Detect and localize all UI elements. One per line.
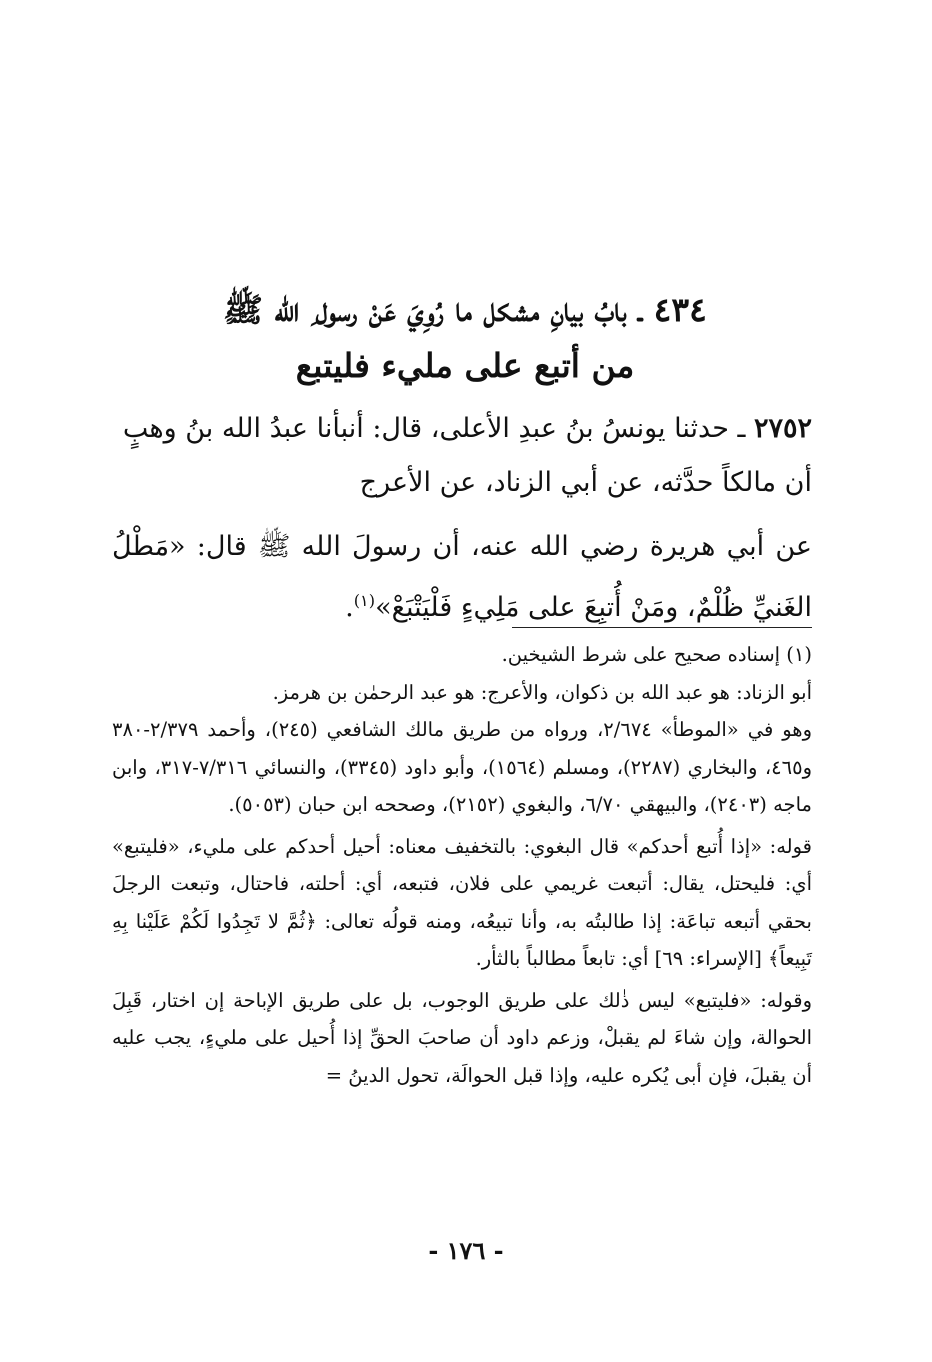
isnad-second-line: أن مالكاً حدَّثه، عن أبي الزناد، عن الأعرج: [359, 467, 812, 498]
hadith-isnad: [112, 402, 812, 510]
footnote-sources: وهو في «الموطأ» ٢/٦٧٤، ورواه من طريق مالك الشافعي (٢٤٥)، وأحمد ٢/٣٧٩-٣٨٠ و٤٦٥، والبخاري (٢٢٨٧)، ومسلم (١٥٦٤)، وأبو داود (٣٣٤٥)، والنسائي ٧/٣١٦-٣١٧، وابن ماجه (٢٤٠٣)، والبيهقي ٦/٧٠، والبغوي (٢١٥٢)، وصححه ابن حبان (٥٠٥٣).: [112, 718, 812, 816]
matn-end: .: [345, 592, 354, 623]
hadith-matn: [112, 520, 812, 635]
chapter-heading-line-2: من أتبع على مليء فليتبع: [295, 346, 635, 385]
footnote-explanation-1: قوله: «إذا أُتبع أحدكم» قال البغوي: بالتخفيف معناه: أحيل أحدكم على مليء، «فليتبع» أي: فليحتل، يقال: أتبعت غريمي على فلان، فتبعه، أي: أحلته، فاحتال، وتبعت الرجلَ بحقي أتبعه تباعَة: إذا طالبتُه به، وأنا تبيعُه، ومنه قولُه تعالى: ﴿ثُمَّ لا تَجِدُوا لَكُمْ عَلَيْنا بِهِ تَبِيعاً﴾ [الإسراء: ٦٩] أي: تابعاً مطالباً بالثأر.: [112, 834, 812, 970]
footnote-separator: [512, 627, 812, 628]
footnote-narrators: أبو الزناد: هو عبد الله بن ذكوان، والأعرج: هو عبد الرحمٰن بن هرمز.: [272, 680, 812, 704]
hadith-number: ٢٧٥٢: [753, 413, 812, 444]
isnad-first-text: ـ حدثنا يونسُ بنُ عبدِ الأعلى، قال: أنبأنا عبدُ الله بنُ وهبٍ: [122, 413, 746, 444]
isnad-first-line: [123, 413, 812, 444]
page-number: - ١٧٦ -: [428, 1236, 504, 1265]
chapter-heading-line-1: ٤٣٤ ـ بابُ بيانِ مشكل ما رُوِيَ عَنْ رسول ِ الله ﷺ: [223, 290, 707, 329]
footnotes: [112, 636, 812, 1094]
matn-text: عن أبي هريرة رضي الله عنه، أن رسولَ الله ﷺ قال: «مَطْلُ الغَنيِّ ظُلْمٌ، ومَنْ أُتبِعَ على مَلِيءٍ فَلْيَتْبَعْ»: [112, 531, 812, 623]
footnote-1: (١) إسناده صحيح على شرط الشيخين.: [501, 643, 812, 666]
chapter-heading: [100, 282, 830, 394]
hadith-text: [112, 402, 812, 635]
footnote-explanation-2: وقوله: «فليتبع» ليس ذٰلك على طريق الوجوب، بل على طريق الإباحة إن اختار، قَبِلَ الحوالة، وإن شاءَ لم يقبلْ، وزعم داود أن صاحبَ الحقِّ إذا أُحيل على مليءٍ، يجب عليه أن يقبلَ، فإن أبى يُكره عليه، وإذا قبل الحوالَة، تحول الدينُ =: [112, 988, 812, 1087]
footnote-marker: (١): [353, 591, 376, 610]
